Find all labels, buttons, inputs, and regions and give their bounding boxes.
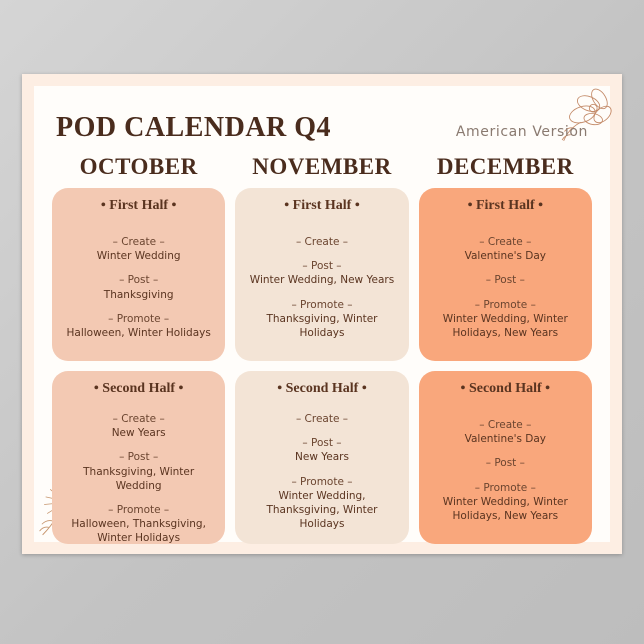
block-value: Winter Wedding, Thanksgiving, Winter Holidays [266,489,378,531]
month-columns [52,154,592,554]
month-title: DECEMBER [436,154,574,179]
card-body [60,224,217,351]
card-body [60,407,217,550]
month-title: OCTOBER [79,154,198,179]
block-label: – Create – [295,235,349,248]
block-value: Thanksgiving [103,288,174,301]
block-post [427,456,584,470]
block-label: – Create – [479,418,532,431]
block-label: – Post – [119,274,159,287]
block-label: – Promote – [108,503,170,516]
block-value: Winter Wedding, Winter Holidays, New Years [442,495,568,522]
block-value: Winter Wedding [96,250,181,263]
block-create [427,235,584,263]
block-create [243,412,400,426]
poster-header [56,112,592,148]
block-label: – Promote – [108,312,170,325]
block-label: – Promote – [291,298,353,311]
block-label: – Create – [295,413,349,425]
block-value: New Years [295,451,349,464]
card-october-second-half [52,371,225,544]
card-body [243,407,400,536]
block-label: – Promote – [474,481,536,494]
month-column-november [235,154,408,554]
card-title: • First Half • [284,198,360,213]
block-label: – Post – [302,437,342,450]
month-column-october [52,154,225,554]
block-promote [243,298,400,341]
block-label: – Post – [302,260,342,273]
block-value: Thanksgiving, Winter Wedding [83,465,195,492]
card-body [243,224,400,351]
card-title: • Second Half • [460,381,551,396]
block-create [60,412,217,440]
month-title: NOVEMBER [252,154,392,179]
block-promote [427,481,584,524]
block-value: Halloween, Winter Holidays [66,326,211,339]
block-label: – Promote – [474,298,536,311]
block-value: Winter Wedding, Winter Holidays, New Years [442,312,568,339]
card-december-first-half [419,188,592,361]
poster-inner-field [34,86,610,545]
block-post [60,450,217,493]
card-december-second-half [419,371,592,544]
block-label: – Create – [112,413,165,425]
block-create [243,235,400,249]
block-post [60,273,217,301]
card-november-first-half [235,188,408,361]
poster [22,74,622,554]
block-value: Valentine's Day [464,433,547,446]
block-label: – Post – [485,457,525,470]
block-value: Halloween, Thanksgiving, Winter Holidays [71,518,206,545]
block-create [427,418,584,446]
page-title: POD CALENDAR Q4 [56,112,332,143]
block-promote [60,312,217,340]
block-post [427,273,584,287]
card-title: • Second Half • [277,381,367,396]
card-november-second-half [235,371,408,544]
block-value: New Years [111,427,166,440]
block-label: – Create – [479,235,532,248]
card-title: • First Half • [100,198,177,213]
card-body [427,407,584,534]
card-october-first-half [52,188,225,361]
version-label: American Version [455,124,588,140]
block-create [60,235,217,263]
card-title: • Second Half • [93,381,184,396]
block-promote [243,475,400,532]
block-value: Thanksgiving, Winter Holidays [266,312,378,339]
card-body [427,224,584,351]
block-post [243,436,400,464]
block-post [243,259,400,287]
month-column-december [419,154,592,554]
block-promote [427,298,584,341]
block-value: Winter Wedding, New Years [249,274,395,287]
card-title: • First Half • [467,198,544,213]
block-label: – Promote – [291,475,353,488]
block-promote [60,503,217,546]
block-label: – Post – [119,451,159,464]
block-label: – Create – [112,235,165,248]
block-label: – Post – [485,274,525,287]
block-value: Valentine's Day [464,250,547,263]
